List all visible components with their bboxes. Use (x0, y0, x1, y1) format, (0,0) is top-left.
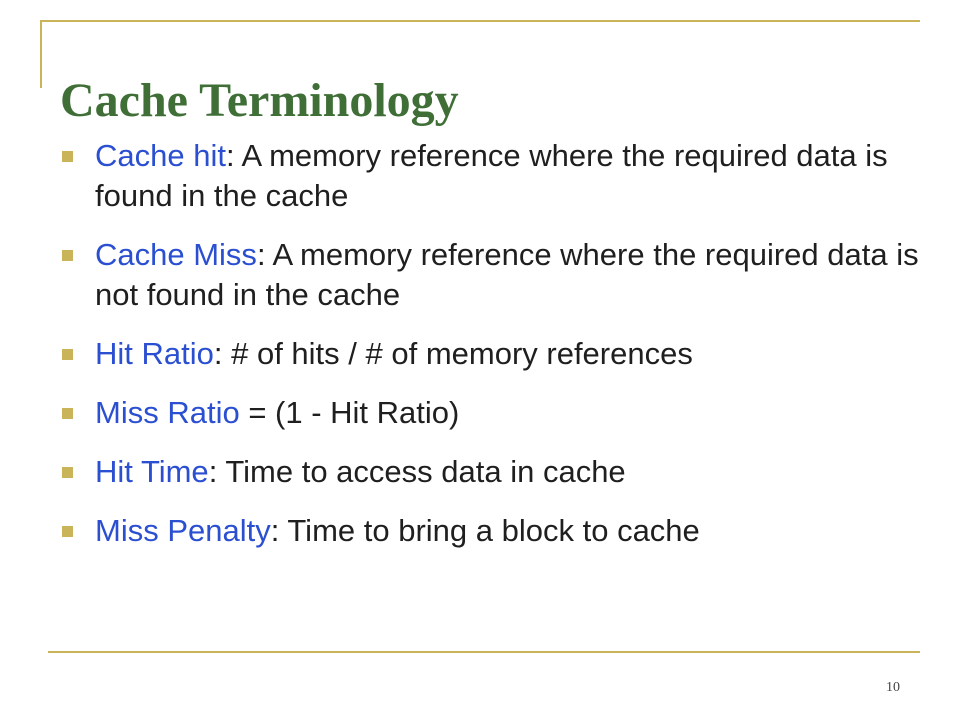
top-rule (40, 20, 920, 22)
term-label: Hit Ratio (95, 336, 214, 371)
term-label: Hit Time (95, 454, 209, 489)
square-bullet-icon (62, 408, 73, 419)
term-definition: : Time to bring a block to cache (270, 513, 700, 548)
term-label: Miss Penalty (95, 513, 271, 548)
bullet-hit-ratio (60, 334, 920, 374)
bullet-hit-time (60, 452, 920, 492)
bullet-miss-ratio (60, 393, 920, 433)
bullet-miss-penalty (60, 511, 920, 551)
term-label: Cache Miss (95, 237, 257, 272)
square-bullet-icon (62, 151, 73, 162)
square-bullet-icon (62, 467, 73, 478)
term-definition: : A memory reference where the required data is not found in the cache (95, 237, 919, 312)
slide-title: Cache Terminology (60, 74, 459, 128)
term-label: Cache hit (95, 138, 226, 173)
square-bullet-icon (62, 250, 73, 261)
left-rule (40, 20, 42, 88)
page-number: 10 (886, 680, 900, 695)
term-definition: = (1 - Hit Ratio) (239, 395, 460, 430)
term-label: Miss Ratio (95, 395, 240, 430)
term-definition: : Time to access data in cache (208, 454, 626, 489)
bullet-list (60, 136, 920, 570)
term-definition: : A memory reference where the required data is found in the cache (95, 138, 888, 213)
bullet-cache-miss (60, 235, 920, 315)
bullet-cache-hit (60, 136, 920, 216)
bottom-rule (48, 651, 920, 653)
square-bullet-icon (62, 349, 73, 360)
square-bullet-icon (62, 526, 73, 537)
term-definition: : # of hits / # of memory references (213, 336, 693, 371)
